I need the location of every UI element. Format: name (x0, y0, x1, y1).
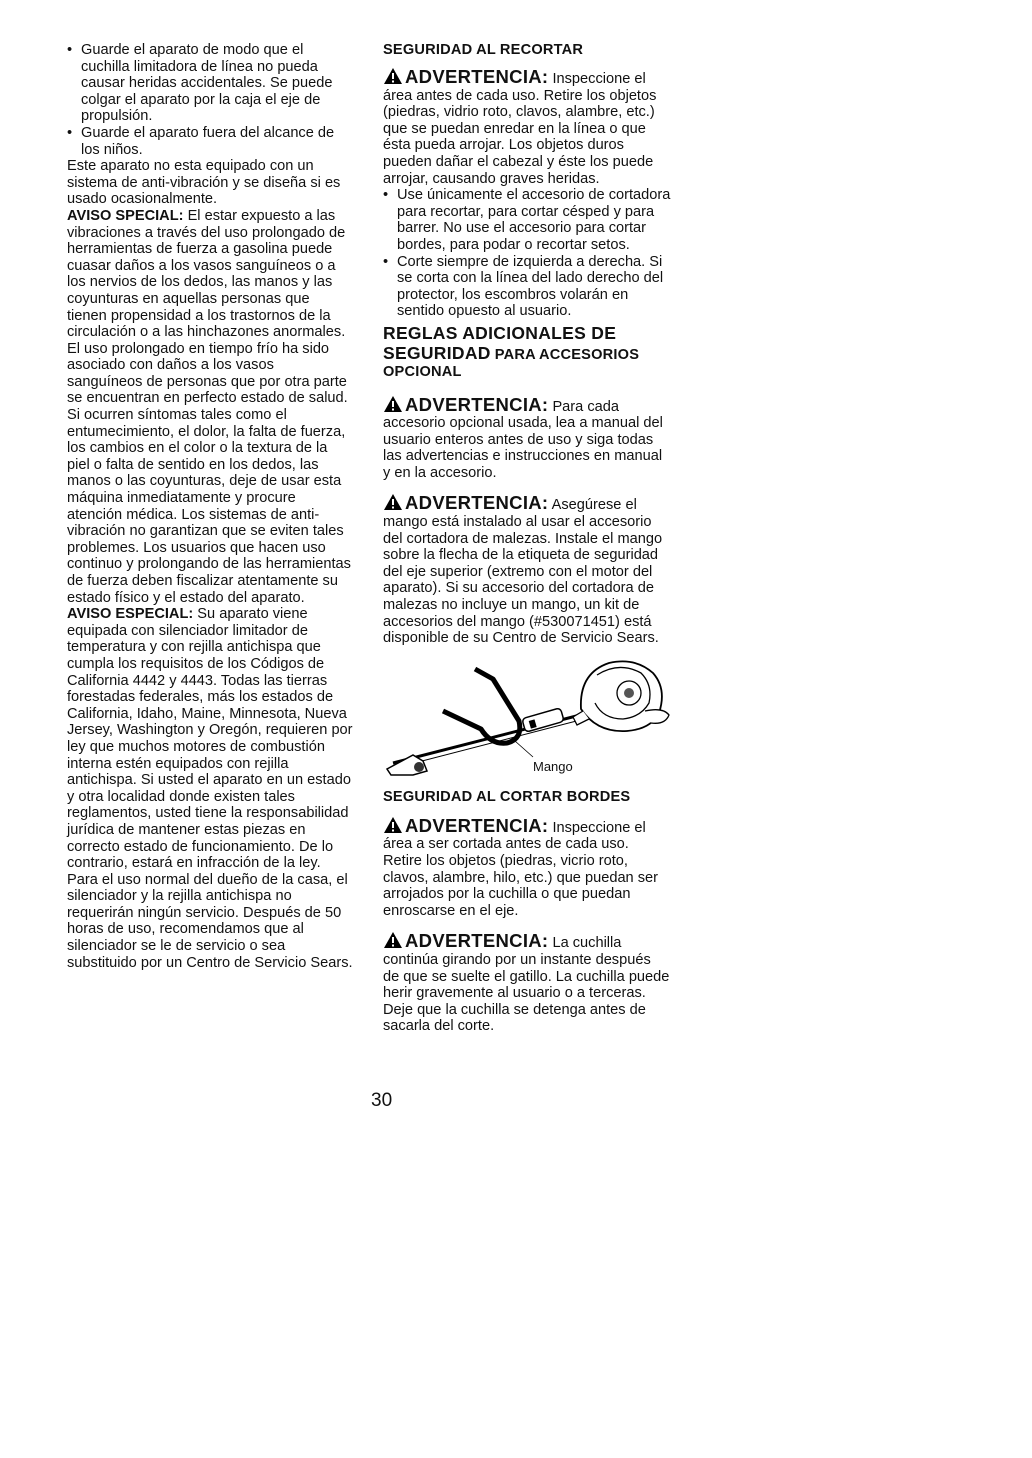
warning-paragraph (383, 931, 671, 1035)
section-title-reglas (383, 324, 671, 381)
warning-paragraph (383, 395, 671, 482)
warning-text: La cuchilla continúa girando por un instante después de que se suelte el gatillo. La cuchilla puede herir gravemente al usuario o a terceras. Deje que la cuchilla se detenga antes de sacarla del corte. (383, 935, 670, 1035)
warning-paragraph (383, 67, 671, 187)
warning-label: ADVERTENCIA: (405, 814, 549, 836)
aviso-special-text: El estar expuesto a las vibraciones a través del uso prolongado de herramientas de fuerza a gasolina puede cuasar daños a los vasos sanguíneos o a los nervios de los dedos, las manos y las coyunturas en aquellas personas que tienen propensidad a los trastornos de la circulación o a las hinchazones anormales. El uso prolongado en tiempo frío ha sido asociado con daños a los vasos sanguíneos de personas que por otra parte se encuentran en perfecto estado de salud. Si ocurren síntomas tales como el entumecimiento, el dolor, la falta de fuerza, los cambios en el color o la textura de la piel o falta de sentido en los dedos, las manos o las coyunturas, deje de usar esta máquina inmediatamente y procure atención médica. Los sistemas de anti-vibración no garantizan que se eviten tales problemes. Los usuarios que hacen uso continuo y prolongando de las herramientas de fuerza deben fiscalizar atentamente su estado físico y el estado del aparato. (67, 207, 351, 606)
warning-label: ADVERTENCIA: (405, 930, 549, 952)
anti-vibration-paragraph: Este aparato no esta equipado con un sistema de anti-vibración y se diseña si es usado ocasionalmente. (67, 158, 341, 208)
left-column (67, 42, 353, 971)
aviso-special-paragraph (67, 208, 353, 606)
warning-heading (383, 492, 552, 514)
section-title-reglas-small: PARA ACCESORIOS OPCIONAL (383, 346, 640, 380)
warning-text: Para cada accesorio opcional usada, lea a manual del usuario enteros antes de uso y siga todas las advertencias e instrucciones en manual y en la accesorio. (383, 398, 663, 481)
warning-heading (383, 66, 552, 87)
aviso-especial-text: Su aparato viene equipada con silenciador limitador de temperatura y con rejilla antichispa que cumpla los requisitos de los Códigos de California 4442 y 4443. Todas las tierras forestadas federales, más los estados de California, Idaho, Maine, Minnesota, Nueva Jersey, Washington y Oregón, requieren por ley que muchos motores de combustión interna estén equipados con rejilla antichispa. Si usted el aparato en un estado y otra localidad donde existen tales reglamentos, usted tiene la responsabilidad jurídica de mantener estas piezas en correcto estado de funcionamiento. De lo contrario, estará en infracción de la ley. Para el uso normal del dueño de la casa, el silenciador y la rejilla antichispa no requerirán ningún servicio. Después de 50 horas de uso, recomendamos que al silenciador se le de servicio o sea substituido por un Centro de Servicio Sears. (67, 606, 353, 971)
warning-label: ADVERTENCIA: (405, 66, 549, 87)
warning-triangle-icon (383, 816, 403, 834)
warning-heading (383, 930, 552, 952)
section-title-reglas-big: REGLAS ADICIONALES DE SEGURIDAD (383, 322, 617, 363)
mango-label: Mango (533, 758, 573, 774)
warning-label: ADVERTENCIA: (405, 393, 549, 415)
list-item: • Guarde el aparato fuera del alcance de los niños. (67, 125, 353, 158)
warning-paragraph (383, 493, 671, 646)
warning-text: Asegúrese el mango está instalado al usar el accesorio del cortadora de malezas. Instale el mango sobre la flecha de la etiqueta de seguridad del eje superior (extremo con el motor del aparato). Si su accesorio del cortadora de malezas no incluye un mango, un kit de accesorios del mango (#530071451) está disponible de su Centro de Servicio Sears. (383, 497, 663, 647)
warning-triangle-icon (383, 67, 403, 85)
trimmer-handle-figure (383, 651, 671, 777)
warning-paragraph (383, 816, 671, 920)
warning-triangle-icon (383, 931, 403, 949)
aviso-special-label: AVISO SPECIAL: (67, 207, 184, 224)
warning-label: ADVERTENCIA: (405, 492, 549, 514)
list-item: • Corte siempre de izquierda a derecha. Si se corta con la línea del lado derecho del protector, los escombros volarán en sentido opuesto al usuario. (383, 254, 671, 320)
section-title-bordes: SEGURIDAD AL CORTAR BORDES (383, 788, 631, 805)
list-item: • Use únicamente el accesorio de cortadora para recortar, para cortar césped y para barrer. No use el accesorio para cortar bordes, para podar o recortar setos. (383, 187, 671, 253)
list-item: • Guarde el aparato de modo que el cuchilla limitadora de línea no pueda causar heridas accidentales. Se puede colgar el aparato por la caja el eje de propulsión. (67, 42, 353, 125)
aviso-especial-paragraph (67, 606, 353, 971)
warning-heading (383, 393, 552, 415)
section-title-recortar: SEGURIDAD AL RECORTAR (383, 42, 584, 58)
right-column (383, 42, 671, 1035)
page-number: 30 (371, 1090, 393, 1111)
aviso-especial-label: AVISO ESPECIAL: (67, 606, 194, 623)
warning-text: Inspeccione el área a ser cortada antes de cada uso. Retire los objetos (piedras, vicrio roto, clavos, alambre, hilo, etc.) que puedan ser arrojados por la cuchilla o que puedan enroscarse en el eje. (383, 819, 659, 919)
warning-triangle-icon (383, 395, 403, 413)
warning-triangle-icon (383, 493, 403, 511)
warning-text: Inspeccione el área antes de cada uso. Retire los objetos (piedras, vidrio roto, clavos, alambre, etc.) que se puedan enredar en la línea o que ésta pueda arrojar. Los objetos duros pueden dañar el cabezal y éste los puede arrojar, causando graves heridas. (383, 71, 657, 187)
warning-heading (383, 814, 552, 836)
trimmer-illustration (383, 651, 671, 777)
